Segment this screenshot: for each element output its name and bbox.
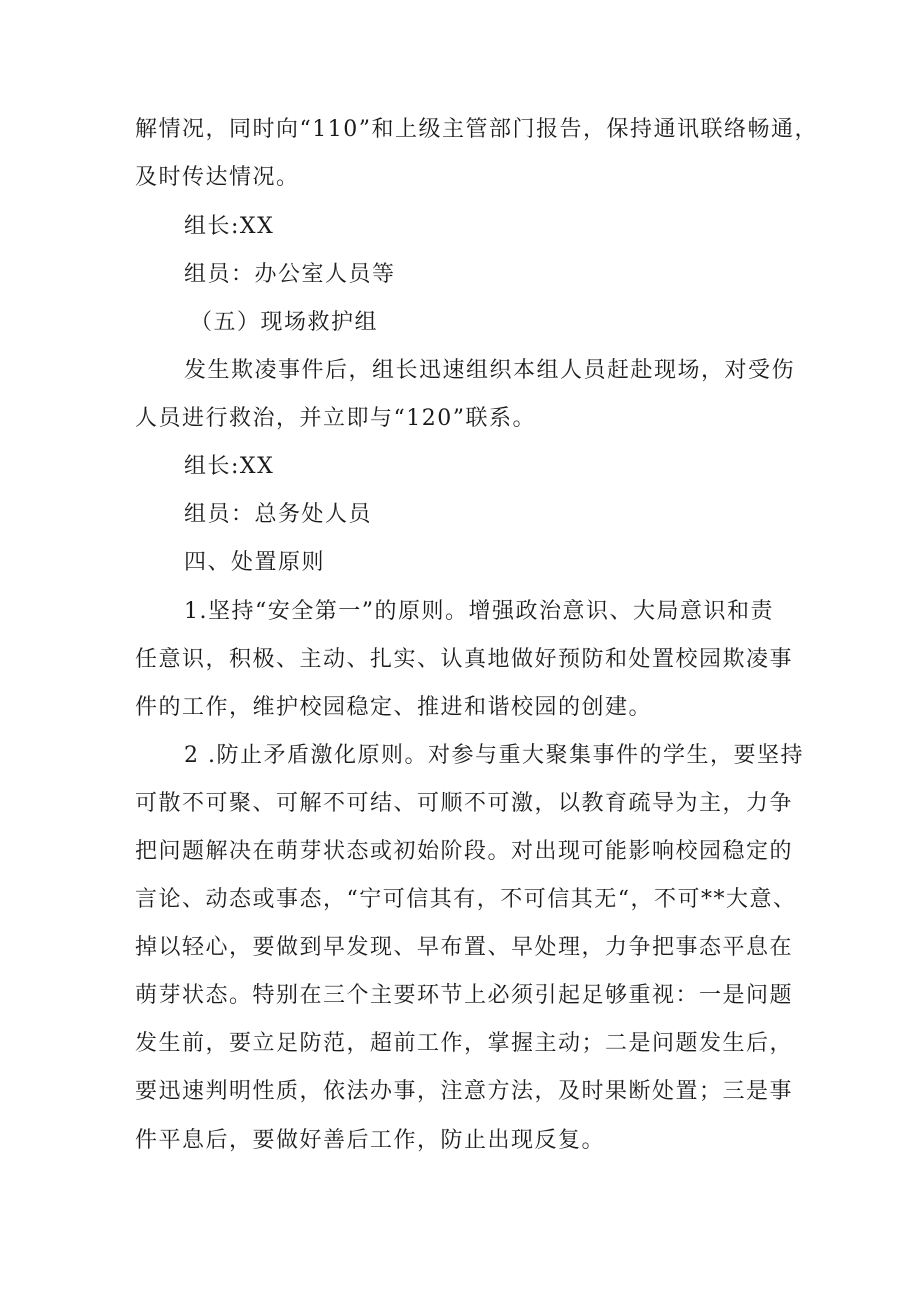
paragraph-line: 1.坚持“安全第一”的原则。增强政治意识、大局意识和责: [184, 599, 774, 624]
section-heading: 四、处置原则: [184, 550, 326, 575]
paragraph-line: 萌芽状态。特别在三个主要环节上必须引起足够重视：一是问题: [135, 983, 794, 1008]
group-leader-line: 组长:XX: [184, 454, 275, 479]
group-leader-line: 组长:XX: [184, 214, 275, 239]
paragraph-line: 件平息后，要做好善后工作，防止出现反复。: [135, 1128, 606, 1153]
paragraph-line: 解情况，同时向“110”和上级主管部门报告，保持通讯联络畅通，: [135, 117, 818, 142]
paragraph-line: 及时传达情况。: [135, 165, 300, 190]
paragraph-line: 掉以轻心，要做到早发现、早布置、早处理，力争把事态平息在: [135, 935, 794, 960]
paragraph-line: 把问题解决在萌芽状态或初始阶段。对出现可能影响校园稳定的: [135, 839, 794, 864]
paragraph-line: 任意识，积极、主动、扎实、认真地做好预防和处置校园欺凌事: [135, 647, 794, 672]
paragraph-line: 言论、动态或事态，“宁可信其有，不可信其无“，不可**大意、: [135, 887, 797, 912]
paragraph-line: 人员进行救治，并立即与“120”联系。: [135, 406, 536, 431]
paragraph-line: 发生欺凌事件后，组长迅速组织本组人员赶赴现场，对受伤: [184, 358, 796, 383]
paragraph-line: 件的工作，维护校园稳定、推进和谐校园的创建。: [135, 695, 653, 720]
section-heading: （五）现场救护组: [190, 310, 379, 335]
paragraph-line: 发生前，要立足防范，超前工作，掌握主动；二是问题发生后，: [135, 1031, 794, 1056]
group-member-line: 组员：总务处人员: [184, 502, 373, 527]
group-member-line: 组员：办公室人员等: [184, 262, 396, 287]
paragraph-line: 2 .防止矛盾激化原则。对参与重大聚集事件的学生，要坚持: [184, 743, 804, 768]
paragraph-line: 可散不可聚、可解不可结、可顺不可激，以教育疏导为主，力争: [135, 791, 794, 816]
paragraph-line: 要迅速判明性质，依法办事，注意方法，及时果断处置；三是事: [135, 1079, 794, 1104]
